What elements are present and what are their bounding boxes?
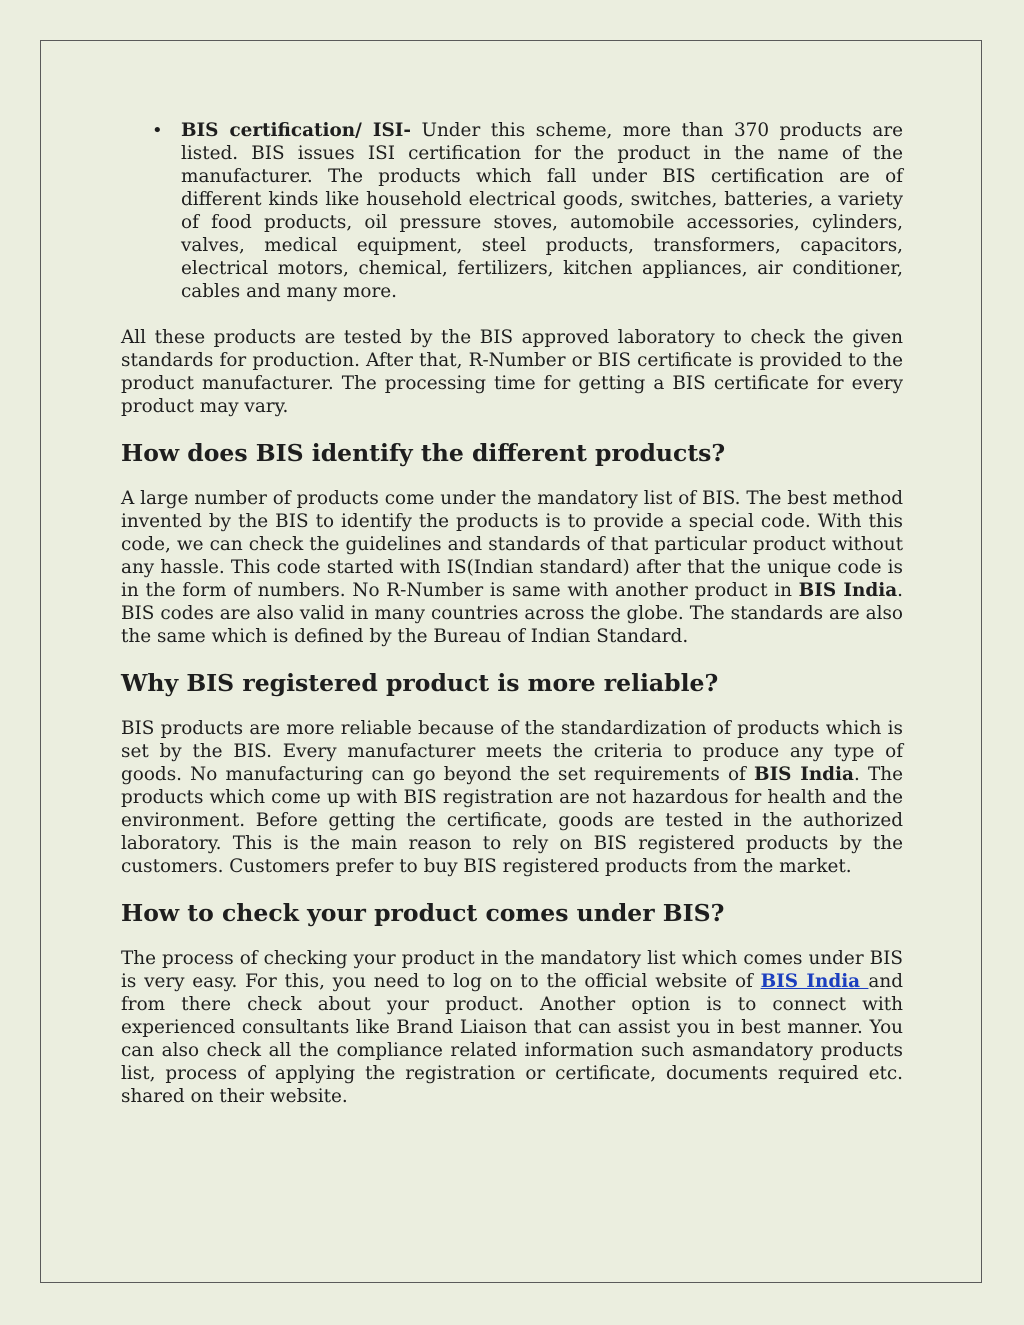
bis-india-bold: BIS India (798, 580, 898, 601)
document-body (121, 119, 903, 1108)
section-paragraph-check (121, 947, 903, 1108)
paragraph-text: . The products which come up with BIS registration are not hazardous for health and the environment. Before getting the certificate, goods are tested in the authorized laboratory. This is the main reason to rely on BIS registered products by the customers. Customers prefer to buy BIS registered products from the market. (121, 764, 903, 877)
section-paragraph-reliable (121, 717, 903, 878)
paragraph-text: BIS products are more reliable because of the standardization of products which is set by the BIS. Every manufacturer meets the criteria to produce any type of goods. No manufacturing can go beyond the set requirements of (121, 718, 903, 785)
section-paragraph-identify (121, 487, 903, 648)
paragraph-text: and from there check about your product. Another option is to connect with experienced consultants like Brand Liaison that can assist you in best manner. You can also check all the compliance related information such asmandatory products list, process of applying the registration or certificate, documents required etc. shared on their website. (121, 971, 904, 1107)
section-heading-identify: How does BIS identify the different products? (121, 439, 726, 467)
bis-india-bold: BIS India (754, 764, 854, 785)
section-heading-reliable: Why BIS registered product is more reliable? (121, 669, 719, 697)
paragraph-text: The process of checking your product in the mandatory list which comes under BIS is very easy. For this, you need to log on to the official website of (121, 948, 903, 992)
bullet-list (121, 119, 903, 303)
bis-india-link[interactable]: BIS India (760, 971, 869, 992)
bullet-text: Under this scheme, more than 370 products are listed. BIS issues ISI certification for the product in the name of the manufacturer. The products which fall under BIS certification are of different kinds like household electrical goods, switches, batteries, a variety of food products, oil pressure stoves, automobile accessories, cylinders, valves, medical equipment, steel products, transformers, capacitors, electrical motors, chemical, fertilizers, kitchen appliances, air conditioner, cables and many more. (181, 120, 903, 302)
section-heading-check: How to check your product comes under BIS? (121, 899, 725, 927)
intro-paragraph: All these products are tested by the BIS approved laboratory to check the given standards for production. After that, R-Number or BIS certificate is provided to the product manufacturer. The processing time for getting a BIS certificate for every product may vary. (121, 327, 903, 417)
bullet-term: BIS certification/ ISI- (181, 120, 411, 141)
list-item (121, 119, 903, 303)
paragraph-text: . BIS codes are also valid in many countries across the globe. The standards are also the same which is defined by the Bureau of Indian Standard. (121, 580, 903, 647)
bullet-icon: • (152, 120, 163, 141)
paragraph-text: A large number of products come under the mandatory list of BIS. The best method invented by the BIS to identify the products is to provide a special code. With this code, we can check the guidelines and standards of that particular product without any hassle. This code started with IS(Indian standard) after that the unique code is in the form of numbers. No R-Number is same with another product in (121, 488, 903, 601)
